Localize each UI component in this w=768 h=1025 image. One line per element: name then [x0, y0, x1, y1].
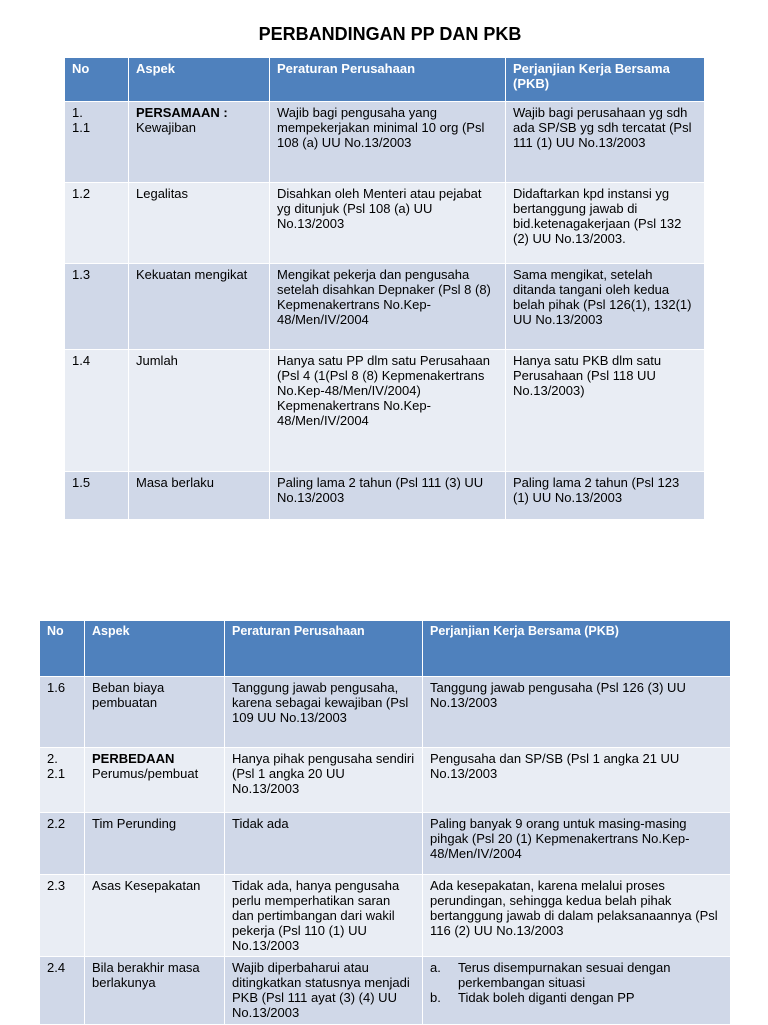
cell-pkb: Didaftarkan kpd instansi yg bertanggung jawab di bid.ketenagakerjaan (Psl 132 (2) UU No.13/2003.	[506, 183, 705, 264]
cell-aspek: Kekuatan mengikat	[129, 264, 270, 350]
cell-aspek	[85, 748, 225, 813]
cell-aspek: Bila berakhir masa berlakunya	[85, 957, 225, 1025]
cell-no: 1.3	[65, 264, 129, 350]
list-marker: a.	[430, 960, 441, 975]
list-marker: b.	[430, 990, 441, 1005]
cell-no: 2.2	[40, 813, 85, 875]
table-header-row	[65, 58, 705, 102]
comparison-table-1	[64, 57, 705, 520]
list-text: Terus disempurnakan sesuai dengan perkembangan situasi	[458, 960, 671, 990]
table-row	[65, 264, 705, 350]
cell-pp: Hanya pihak pengusaha sendiri (Psl 1 angka 20 UU No.13/2003	[225, 748, 423, 813]
cell-pp: Paling lama 2 tahun (Psl 111 (3) UU No.13/2003	[270, 472, 506, 520]
list-item	[430, 960, 723, 990]
page-title: PERBANDINGAN PP DAN PKB	[258, 24, 522, 44]
cell-pkb: Paling banyak 9 orang untuk masing-masing pihgak (Psl 20 (1) Kepmenakertrans No.Kep-48/Men/IV/2004	[423, 813, 731, 875]
header-no: No	[40, 621, 85, 677]
cell-pp: Tidak ada	[225, 813, 423, 875]
table-row	[65, 350, 705, 472]
cell-aspek: Beban biaya pembuatan	[85, 677, 225, 748]
table-row	[40, 677, 731, 748]
section-label: PERBEDAAN	[92, 751, 175, 766]
row-number: 1.	[72, 105, 83, 120]
row-subnumber: 2.1	[47, 766, 66, 781]
cell-pkb: Sama mengikat, setelah ditanda tangani oleh kedua belah pihak (Psl 126(1), 132(1) UU No.13/2003	[506, 264, 705, 350]
cell-aspek: Masa berlaku	[129, 472, 270, 520]
aspek-text: Kewajiban	[136, 120, 196, 135]
cell-no: 1.5	[65, 472, 129, 520]
table-row	[65, 183, 705, 264]
cell-pkb: Wajib bagi perusahaan yg sdh ada SP/SB yg sdh tercatat (Psl 111 (1) UU No.13/2003	[506, 102, 705, 183]
cell-no: 1.4	[65, 350, 129, 472]
header-pp: Peraturan Perusahaan	[270, 58, 506, 102]
cell-aspek: Asas Kesepakatan	[85, 875, 225, 957]
cell-no: 1.2	[65, 183, 129, 264]
cell-no: 1.6	[40, 677, 85, 748]
cell-pp: Tanggung jawab pengusaha, karena sebagai kewajiban (Psl 109 UU No.13/2003	[225, 677, 423, 748]
cell-pkb: Hanya satu PKB dlm satu Perusahaan (Psl 118 UU No.13/2003)	[506, 350, 705, 472]
table-row	[65, 472, 705, 520]
cell-aspek: Jumlah	[129, 350, 270, 472]
cell-aspek	[129, 102, 270, 183]
cell-no	[40, 748, 85, 813]
header-pkb: Perjanjian Kerja Bersama (PKB)	[506, 58, 705, 102]
pkb-list	[430, 960, 723, 1005]
table-row	[40, 748, 731, 813]
cell-pp: Hanya satu PP dlm satu Perusahaan (Psl 4 (1(Psl 8 (8) Kepmenakertrans No.Kep-48/Men/IV/2004) Kepmenakertrans No.Kep-48/Men/IV/2004	[270, 350, 506, 472]
cell-no	[65, 102, 129, 183]
cell-pp: Disahkan oleh Menteri atau pejabat yg ditunjuk (Psl 108 (a) UU No.13/2003	[270, 183, 506, 264]
row-number: 2.	[47, 751, 58, 766]
table-header-row	[40, 621, 731, 677]
table-row	[40, 813, 731, 875]
table-row	[40, 875, 731, 957]
list-item	[430, 990, 723, 1005]
header-pp: Peraturan Perusahaan	[225, 621, 423, 677]
header-no: No	[65, 58, 129, 102]
cell-no: 2.3	[40, 875, 85, 957]
section-label: PERSAMAAN :	[136, 105, 228, 120]
cell-pp: Wajib diperbaharui atau ditingkatkan statusnya menjadi PKB (Psl 111 ayat (3) (4) UU No.13/2003	[225, 957, 423, 1025]
header-aspek: Aspek	[129, 58, 270, 102]
cell-aspek: Tim Perunding	[85, 813, 225, 875]
comparison-table-2	[39, 620, 731, 1025]
table-row	[65, 102, 705, 183]
list-text: Tidak boleh diganti dengan PP	[458, 990, 635, 1005]
cell-aspek: Legalitas	[129, 183, 270, 264]
aspek-text: Perumus/pembuat	[92, 766, 199, 781]
cell-no: 2.4	[40, 957, 85, 1025]
row-subnumber: 1.1	[72, 120, 91, 135]
cell-pkb: Pengusaha dan SP/SB (Psl 1 angka 21 UU No.13/2003	[423, 748, 731, 813]
header-pkb: Perjanjian Kerja Bersama (PKB)	[423, 621, 731, 677]
cell-pkb: Tanggung jawab pengusaha (Psl 126 (3) UU No.13/2003	[423, 677, 731, 748]
cell-pp: Mengikat pekerja dan pengusaha setelah disahkan Depnaker (Psl 8 (8) Kepmenakertrans No.Kep-48/Men/IV/2004	[270, 264, 506, 350]
cell-pp: Wajib bagi pengusaha yang mempekerjakan minimal 10 org (Psl 108 (a) UU No.13/2003	[270, 102, 506, 183]
table-row	[40, 957, 731, 1025]
header-aspek: Aspek	[85, 621, 225, 677]
cell-pkb: Ada kesepakatan, karena melalui proses perundingan, sehingga kedua belah pihak bertanggung jawab di dalam pelaksanaannya (Psl 116 (2) UU No.13/2003	[423, 875, 731, 957]
cell-pp: Tidak ada, hanya pengusaha perlu memperhatikan saran dan pertimbangan dari wakil pekerja (Psl 110 (1) UU No.13/2003	[225, 875, 423, 957]
cell-pkb: Paling lama 2 tahun (Psl 123 (1) UU No.13/2003	[506, 472, 705, 520]
cell-pkb	[423, 957, 731, 1025]
